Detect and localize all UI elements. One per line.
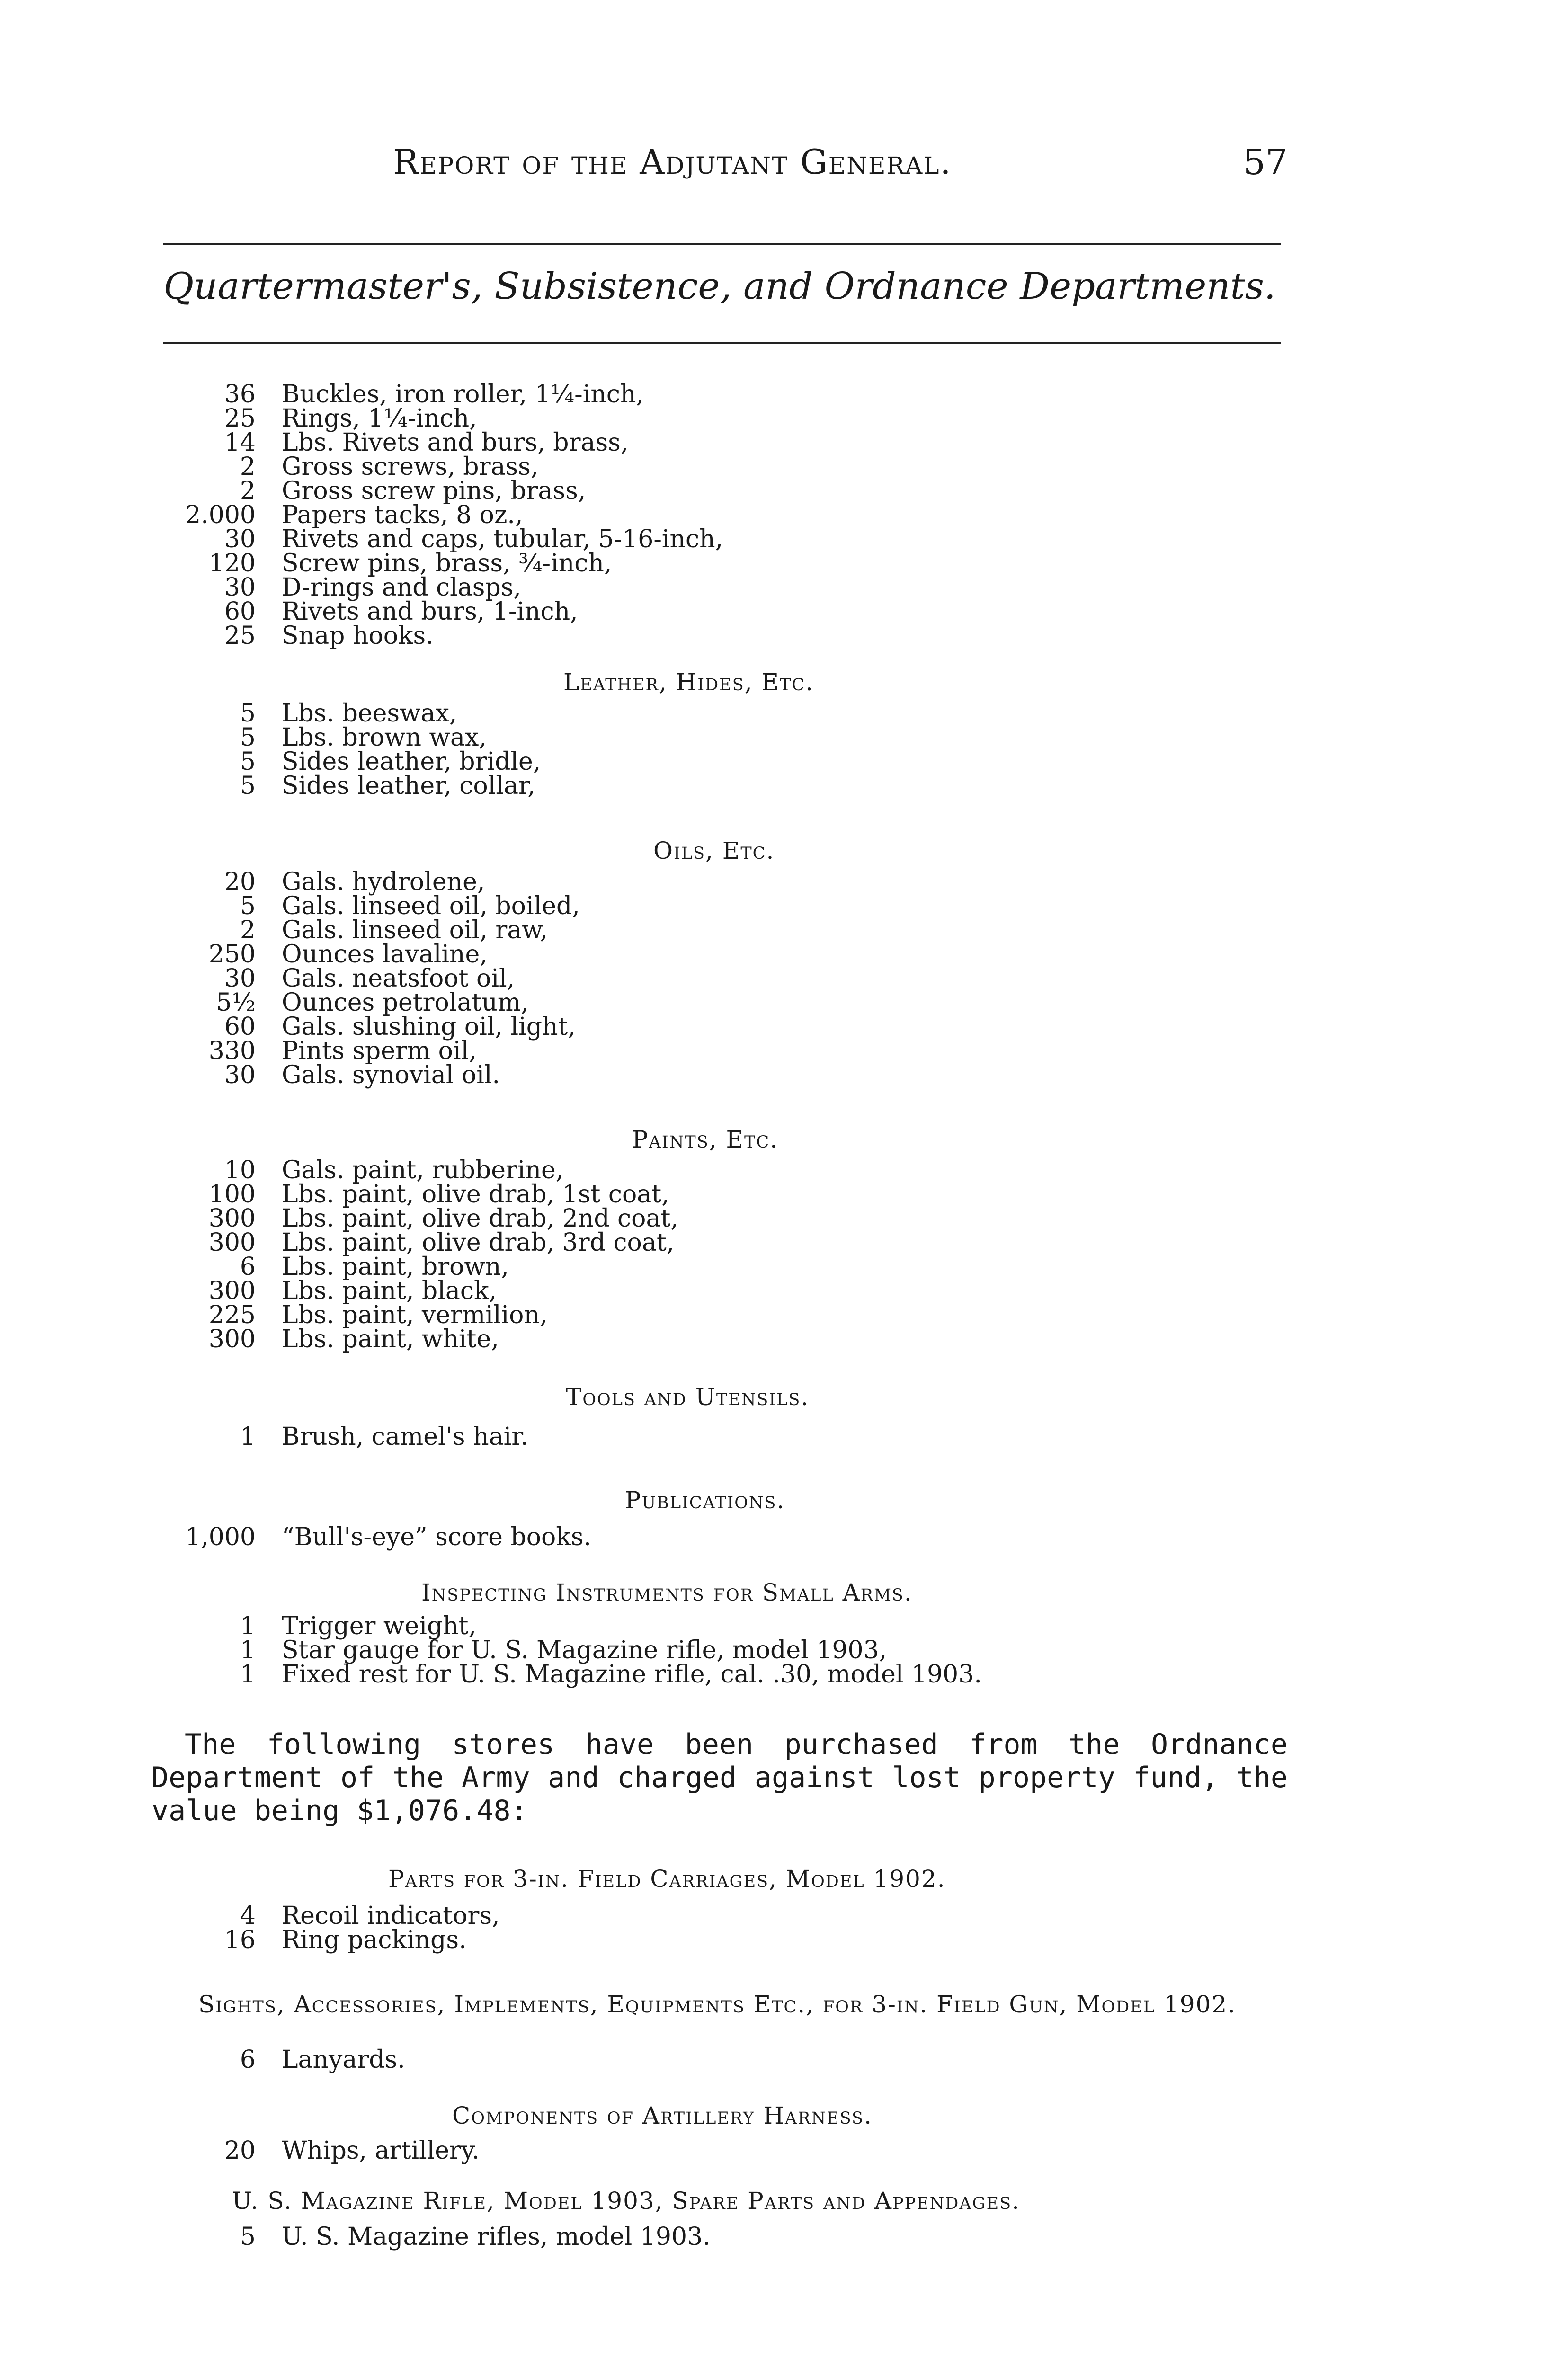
purchase-paragraph bbox=[151, 1728, 1288, 1827]
item-quantity: 5 bbox=[240, 699, 256, 728]
item-quantity: 25 bbox=[224, 622, 256, 650]
item-quantity: 5 bbox=[240, 723, 256, 752]
list-item bbox=[0, 1303, 1568, 1327]
list-item bbox=[0, 747, 1568, 776]
item-quantity: 30 bbox=[224, 525, 256, 553]
list-item bbox=[0, 1525, 1568, 1549]
item-description: Buckles, iron roller, 1¼-inch, bbox=[282, 380, 644, 409]
item-description: Lbs. Rivets and burs, brass, bbox=[282, 428, 629, 457]
heading-text: Publications. bbox=[625, 1486, 785, 1514]
item-quantity: 100 bbox=[208, 1180, 256, 1209]
list-item bbox=[0, 1638, 1568, 1663]
item-description: Snap hooks. bbox=[282, 622, 434, 650]
item-quantity: 2 bbox=[240, 477, 256, 505]
section-heading-leather bbox=[0, 668, 1568, 696]
list-item bbox=[0, 2048, 1568, 2072]
item-description: Ounces lavaline, bbox=[282, 940, 488, 969]
item-quantity: 300 bbox=[208, 1277, 256, 1305]
heading-text: Leather, Hides, Etc. bbox=[563, 668, 814, 696]
item-description: Gals. neatsfoot oil, bbox=[282, 964, 515, 993]
item-description: Lbs. paint, white, bbox=[282, 1325, 499, 1353]
item-description: Brush, camel's hair. bbox=[282, 1423, 528, 1451]
page-number: 57 bbox=[1243, 142, 1288, 183]
item-description: Papers tacks, 8 oz., bbox=[282, 501, 523, 529]
item-quantity: 5 bbox=[240, 747, 256, 776]
item-quantity: 14 bbox=[224, 428, 256, 457]
list-item bbox=[0, 503, 1568, 527]
list-item bbox=[0, 1158, 1568, 1183]
item-description: Rivets and caps, tubular, 5-16-inch, bbox=[282, 525, 723, 553]
list-item bbox=[0, 380, 1568, 409]
list-item bbox=[0, 549, 1568, 578]
item-list-artillery-harness bbox=[0, 2136, 1568, 2165]
item-quantity: 2 bbox=[240, 453, 256, 481]
item-quantity: 60 bbox=[224, 1013, 256, 1041]
item-description: Lbs. paint, black, bbox=[282, 1277, 497, 1305]
list-item bbox=[0, 774, 1568, 798]
item-description: Lbs. brown wax, bbox=[282, 723, 487, 752]
list-item bbox=[0, 404, 1568, 433]
section-rule bbox=[163, 342, 1281, 344]
list-item bbox=[0, 1204, 1568, 1233]
item-list-oils bbox=[0, 870, 1568, 1087]
running-title: Report of the Adjutant General. bbox=[393, 142, 952, 182]
list-item bbox=[0, 988, 1568, 1017]
item-description: Lbs. paint, brown, bbox=[282, 1253, 509, 1281]
item-quantity: 10 bbox=[224, 1156, 256, 1184]
item-quantity: 30 bbox=[224, 573, 256, 602]
item-quantity: 5 bbox=[240, 2223, 256, 2251]
item-description: Lbs. paint, olive drab, 1st coat, bbox=[282, 1180, 669, 1209]
item-description: U. S. Magazine rifles, model 1903. bbox=[282, 2223, 711, 2251]
item-quantity: 16 bbox=[224, 1926, 256, 1954]
list-item bbox=[0, 455, 1568, 479]
item-quantity: 6 bbox=[240, 1253, 256, 1281]
heading-text: Oils, Etc. bbox=[653, 837, 775, 864]
list-item bbox=[0, 1015, 1568, 1039]
item-description: Gals. slushing oil, light, bbox=[282, 1013, 576, 1041]
item-quantity: 300 bbox=[208, 1204, 256, 1233]
item-quantity: 1 bbox=[240, 1636, 256, 1664]
list-item bbox=[0, 894, 1568, 918]
heading-text: U. S. Magazine Rifle, Model 1903, Spare Parts and Appendages. bbox=[232, 2187, 1021, 2215]
item-quantity: 1,000 bbox=[185, 1523, 256, 1551]
section-heading-magazine-rifle bbox=[0, 2187, 1568, 2215]
item-quantity: 225 bbox=[208, 1301, 256, 1329]
item-description: Gals. linseed oil, boiled, bbox=[282, 892, 580, 920]
item-description: Rings, 1¼-inch, bbox=[282, 404, 477, 433]
item-list-tools bbox=[0, 1425, 1568, 1449]
list-item bbox=[0, 699, 1568, 728]
item-description: Gross screw pins, brass, bbox=[282, 477, 586, 505]
item-list-inspecting-instruments bbox=[0, 1614, 1568, 1687]
item-description: Sides leather, collar, bbox=[282, 772, 535, 800]
section-heading-inspecting-instruments bbox=[0, 1579, 1568, 1606]
list-item bbox=[0, 1425, 1568, 1449]
list-item bbox=[0, 723, 1568, 752]
item-quantity: 30 bbox=[224, 1061, 256, 1089]
item-list-publications bbox=[0, 1525, 1568, 1549]
item-description: Gals. linseed oil, raw, bbox=[282, 916, 548, 944]
section-heading-sights: Sights, Accessories, Implements, Equipments Etc., for 3-in. Field Gun, Model 1902. bbox=[198, 1991, 1237, 2018]
item-quantity: 5½ bbox=[216, 988, 256, 1017]
item-description: Gross screws, brass, bbox=[282, 453, 539, 481]
heading-text: Inspecting Instruments for Small Arms. bbox=[421, 1579, 913, 1606]
list-item bbox=[0, 1660, 1568, 1689]
item-description: Rivets and burs, 1-inch, bbox=[282, 597, 578, 626]
section-heading-field-carriages bbox=[0, 1865, 1568, 1893]
item-quantity: 60 bbox=[224, 597, 256, 626]
list-item bbox=[0, 2136, 1568, 2165]
item-quantity: 1 bbox=[240, 1612, 256, 1640]
list-item bbox=[0, 964, 1568, 993]
item-description: Recoil indicators, bbox=[282, 1902, 500, 1930]
item-quantity: 20 bbox=[224, 2136, 256, 2165]
item-quantity: 330 bbox=[208, 1037, 256, 1065]
item-list-leather bbox=[0, 699, 1568, 800]
heading-text: Paints, Etc. bbox=[632, 1126, 778, 1153]
item-description: Sides leather, bridle, bbox=[282, 747, 541, 776]
item-list-paints bbox=[0, 1158, 1568, 1352]
item-list-field-carriages bbox=[0, 1904, 1568, 1952]
item-quantity: 6 bbox=[240, 2046, 256, 2074]
list-item bbox=[0, 479, 1568, 503]
item-description: Lbs. paint, vermilion, bbox=[282, 1301, 548, 1329]
section-heading-tools bbox=[0, 1383, 1568, 1411]
list-item bbox=[0, 1228, 1568, 1257]
item-quantity: 36 bbox=[224, 380, 256, 409]
item-description: Screw pins, brass, ¾-inch, bbox=[282, 549, 612, 578]
item-quantity: 30 bbox=[224, 964, 256, 993]
item-description: Lbs. paint, olive drab, 2nd coat, bbox=[282, 1204, 678, 1233]
list-item bbox=[0, 918, 1568, 943]
list-item bbox=[0, 1255, 1568, 1279]
item-quantity: 4 bbox=[240, 1902, 256, 1930]
list-item bbox=[0, 940, 1568, 969]
section-heading-oils bbox=[0, 837, 1568, 864]
item-quantity: 2.000 bbox=[185, 501, 256, 529]
list-item bbox=[0, 428, 1568, 457]
item-description: Ring packings. bbox=[282, 1926, 467, 1954]
item-quantity: 300 bbox=[208, 1325, 256, 1353]
list-item bbox=[0, 1904, 1568, 1928]
list-item bbox=[0, 527, 1568, 552]
item-description: Gals. paint, rubberine, bbox=[282, 1156, 564, 1184]
item-quantity: 1 bbox=[240, 1660, 256, 1689]
item-description: Gals. hydrolene, bbox=[282, 868, 485, 896]
item-list-hardware bbox=[0, 380, 1568, 650]
item-quantity: 2 bbox=[240, 916, 256, 944]
item-quantity: 20 bbox=[224, 868, 256, 896]
list-item bbox=[0, 1039, 1568, 1063]
heading-text: Tools and Utensils. bbox=[566, 1383, 810, 1411]
item-description: Pints sperm oil, bbox=[282, 1037, 477, 1065]
item-quantity: 5 bbox=[240, 772, 256, 800]
list-item bbox=[0, 624, 1568, 648]
item-list-sights bbox=[0, 2048, 1568, 2072]
top-rule bbox=[163, 243, 1281, 245]
paragraph-text: The following stores have been purchased from the Ordnance Department of the Army and charged against lost property fund, the value being $1,076.48: bbox=[151, 1728, 1288, 1827]
item-description: “Bull's-eye” score books. bbox=[282, 1523, 592, 1551]
section-title: Quartermaster's, Subsistence, and Ordnance Departments. bbox=[163, 265, 1276, 308]
list-item bbox=[0, 1928, 1568, 1952]
list-item bbox=[0, 1063, 1568, 1087]
item-description: D-rings and clasps, bbox=[282, 573, 521, 602]
list-item bbox=[0, 2225, 1568, 2249]
list-item bbox=[0, 870, 1568, 894]
section-heading-artillery-harness bbox=[0, 2102, 1568, 2129]
item-description: Lbs. beeswax, bbox=[282, 699, 457, 728]
item-quantity: 25 bbox=[224, 404, 256, 433]
item-quantity: 300 bbox=[208, 1228, 256, 1257]
item-list-magazine-rifle bbox=[0, 2225, 1568, 2249]
item-quantity: 250 bbox=[208, 940, 256, 969]
running-head bbox=[151, 142, 1288, 199]
item-description: Fixed rest for U. S. Magazine rifle, cal. .30, model 1903. bbox=[282, 1660, 982, 1689]
list-item bbox=[0, 1180, 1568, 1209]
item-description: Lbs. paint, olive drab, 3rd coat, bbox=[282, 1228, 675, 1257]
heading-text: Parts for 3-in. Field Carriages, Model 1902. bbox=[388, 1865, 946, 1893]
item-description: Lanyards. bbox=[282, 2046, 405, 2074]
item-description: Whips, artillery. bbox=[282, 2136, 480, 2165]
list-item bbox=[0, 1279, 1568, 1303]
item-description: Gals. synovial oil. bbox=[282, 1061, 500, 1089]
list-item bbox=[0, 1327, 1568, 1352]
item-quantity: 1 bbox=[240, 1423, 256, 1451]
list-item bbox=[0, 1614, 1568, 1638]
item-description: Star gauge for U. S. Magazine rifle, model 1903, bbox=[282, 1636, 887, 1664]
heading-text: Components of Artillery Harness. bbox=[452, 2102, 873, 2129]
item-description: Trigger weight, bbox=[282, 1612, 477, 1640]
item-description: Ounces petrolatum, bbox=[282, 988, 529, 1017]
list-item bbox=[0, 597, 1568, 626]
item-quantity: 120 bbox=[208, 549, 256, 578]
list-item bbox=[0, 573, 1568, 602]
item-quantity: 5 bbox=[240, 892, 256, 920]
section-heading-publications bbox=[0, 1486, 1568, 1514]
section-heading-paints bbox=[0, 1126, 1568, 1153]
